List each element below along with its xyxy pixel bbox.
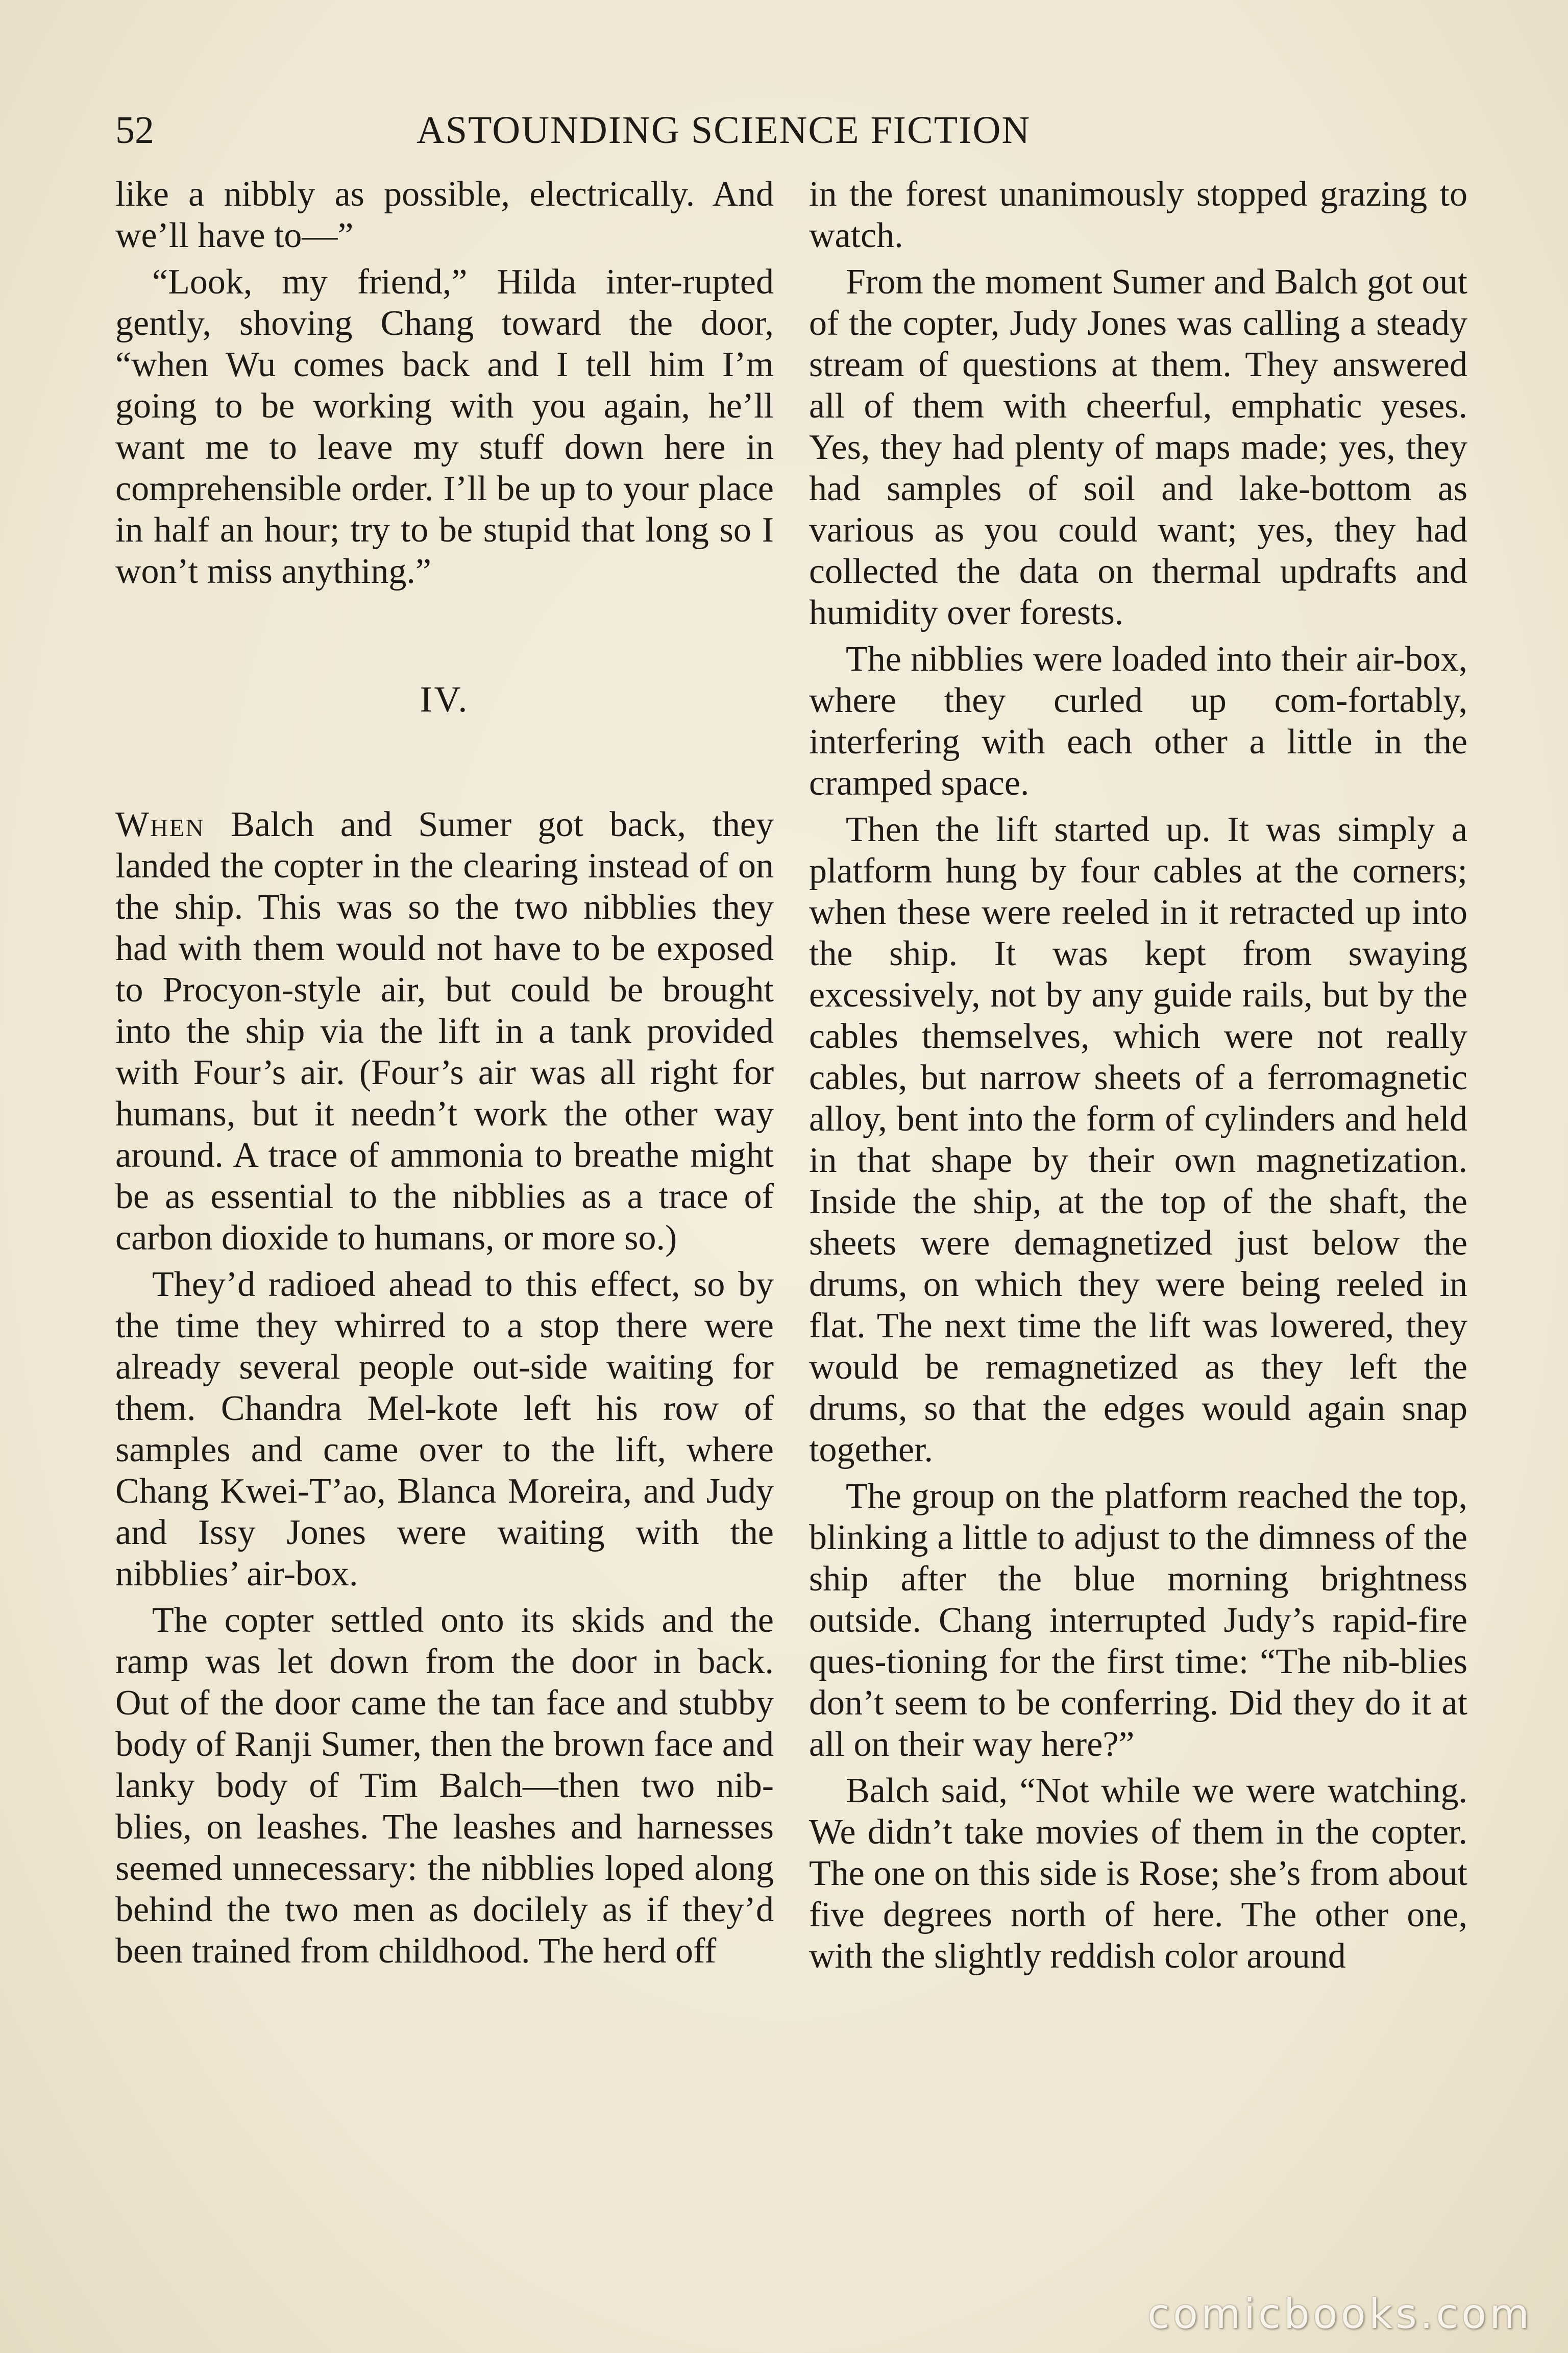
paragraph: The nibblies were loaded into their air-box, where they curled up com-fortably, interfering with each other a little in the cramped space. [809,640,1467,803]
paragraph: From the moment Sumer and Balch got out of the copter, Judy Jones was calling a steady stream of questions at them. They answered all of them with cheerful, emphatic yeses. Yes, they had plenty of maps made; yes, they had samples of soil and lake-bottom as various as you could want; yes, they had collected the data on thermal updrafts and humidity over forests. [809,262,1467,632]
paragraph [115,804,774,1259]
paragraph-text: Balch and Sumer got back, they landed the copter in the clearing instead of on the ship. This was so the two nibblies they had with them would not have to be exposed to Procyon-style air, but could be brought into the ship via the lift in a tank provided with Four’s air. (Four’s air was all right for humans, but it needn’t work the other way around. A trace of ammonia to breathe might be as essential to the nibblies as a trace of carbon dioxide to humans, or more so.) [115,805,774,1258]
page-header [115,102,1453,158]
paragraph: Balch said, “Not while we were watching. We didn’t take movies of them in the copter. The one on this side is Rose; she’s from about five degrees north of here. The other one, with the slightly reddish color around [809,1771,1467,1976]
running-title: ASTOUNDING SCIENCE FICTION [416,109,1031,152]
paragraph: The copter settled onto its skids and the ramp was let down from the door in back. Out of the door came the tan face and stubby body of Ranji Sumer, then the brown face and lanky body of Tim Balch—then two nib-blies, on leashes. The leashes and harnesses seemed unnecessary: the nibblies loped along behind the two men as docilely as if they’d been trained from childhood. The herd off [115,1601,774,1971]
drop-lead-word: When [115,805,205,844]
paragraph: “Look, my friend,” Hilda inter-rupted gently, shoving Chang toward the door, “when Wu comes back and I tell him I’m going to be working with you again, he’ll want me to leave my stuff down here in comprehensible order. I’ll be up to your place in half an hour; try to be stupid that long so I won’t miss anything.” [115,262,774,591]
page-number: 52 [115,109,154,152]
paragraph: They’d radioed ahead to this effect, so by the time they whirred to a stop there were already several people out-side waiting for them. Chandra Mel-kote left his row of samples and came over to the lift, where Chang Kwei-T’ao, Blanca Moreira, and Judy and Issy Jones were waiting with the nibblies’ air-box. [115,1265,774,1594]
left-column [115,174,774,1977]
watermark: comicbooks.com [1147,2290,1532,2338]
paragraph: in the forest unanimously stopped grazing to watch. [809,175,1467,255]
paragraph: Then the lift started up. It was simply a platform hung by four cables at the corners; when these were reeled in it retracted up into the ship. It was kept from swaying excessively, not by any guide rails, but by the cables themselves, which were not really cables, but narrow sheets of a ferromagnetic alloy, bent into the form of cylinders and held in that shape by their own magnetization. Inside the ship, at the top of the shaft, the sheets were demagnetized just below the drums, on which they were being reeled in flat. The next time the lift was lowered, they would be remagnetized as they left the drums, so that the edges would again snap together. [809,810,1467,1469]
section-heading: IV. [420,679,470,720]
right-column [809,174,1467,1982]
paragraph: The group on the platform reached the top, blinking a little to adjust to the dimness of the ship after the blue morning brightness outside. Chang interrupted Judy’s rapid-fire ques-tioning for the first time: “The nib-blies don’t seem to be conferring. Did they do it at all on their way here?” [809,1477,1467,1764]
paragraph: like a nibbly as possible, electrically. And we’ll have to—” [115,175,774,255]
